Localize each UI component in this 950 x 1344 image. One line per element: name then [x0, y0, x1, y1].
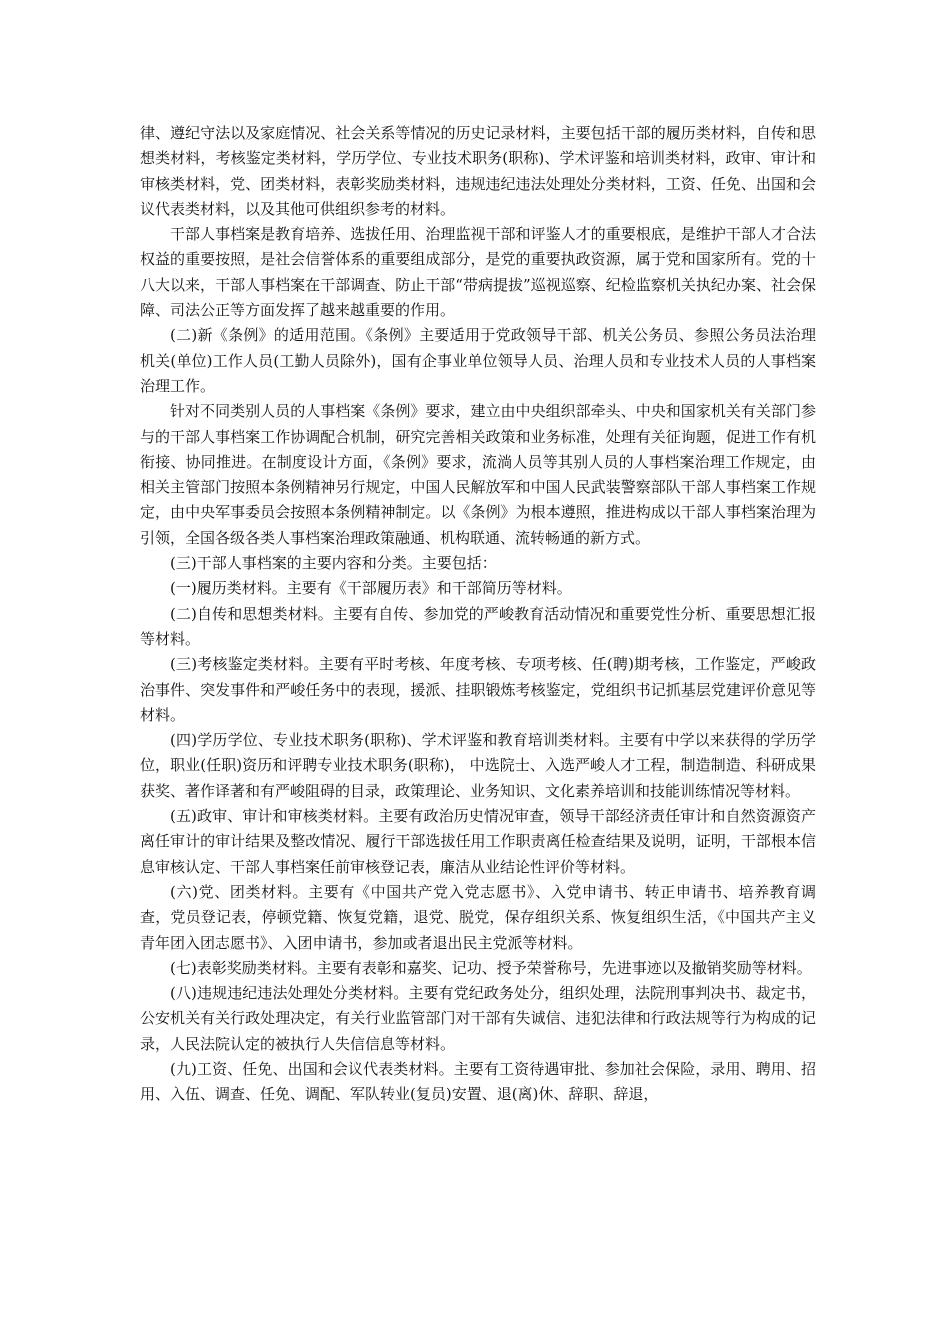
paragraph-item-6: (六)党、团类材料。主要有《中国共产党入党志愿书》、入党申请书、转正申请书、培养教育调查，党员登记表，停顿党籍、恢复党籍，退党、脱党，保存组织关系、恢复组织生活，《中国共产主义青年团入团志愿书》、入团申请书，参加或者退出民主党派等材料。 — [140, 882, 816, 952]
paragraph-item-7: (七)表彰奖励类材料。主要有表彰和嘉奖、记功、授予荣誉称号，先进事迹以及撤销奖励等材料。 — [170, 958, 812, 977]
paragraph-continued: 律、遵纪守法以及家庭情况、社会关系等情况的历史记录材料，主要包括干部的履历类材料，自传和思想类材料，考核鉴定类材料，学历学位、专业技术职务(职称)、学术评鉴和培训类材料，政审、审计和审核类材料，党、团类材料，表彰奖励类材料，违规违纪违法处理处分类材料，工资、任免、出国和会议代表类材料，以及其他可供组织参考的材料。 — [140, 124, 816, 218]
paragraph-item-2: (二)自传和思想类材料。主要有自传、参加党的严峻教育活动情况和重要党性分析、重要思想汇报等材料。 — [140, 604, 816, 648]
paragraph-item-5: (五)政审、审计和审核类材料。主要有政治历史情况审查，领导干部经济责任审计和自然资源资产离任审计的审计结果及整改情况、履行干部选拔任用工作职责离任检查结果及说明，证明，干部根本信息审核认定、干部人事档案任前审核登记表，廉洁从业结论性评价等材料。 — [140, 807, 816, 876]
paragraph-categories-requirements: 针对不同类别人员的人事档案《条例》要求，建立由中央组织部牵头、中央和国家机关有关部门参与的干部人事档案工作协调配合机制，研究完善相关政策和业务标准，处理有关征询题，促进工作有机衔接、协同推进。在制度设计方面，《条例》要求，流淌人员等其别人员的人事档案治理工作规定，由相关主管部门按照本条例精神另行规定，中国人民解放军和中国人民武装警察部队干部人事档案工作规定，由中央军事委员会按照本条例精神制定。以《条例》为根本遵照，推进构成以干部人事档案治理为引领，全国各级各类人事档案治理政策融通、机构联通、流转畅通的新方式。 — [140, 402, 816, 547]
document-page — [140, 121, 816, 1108]
paragraph-item-9: (九)工资、任免、出国和会议代表类材料。主要有工资待遇审批、参加社会保险，录用、聘用、招用、入伍、调查、任免、调配、军队转业(复员)安置、退(离)休、辞职、辞退， — [140, 1059, 816, 1104]
paragraph-main-contents: (三)干部人事档案的主要内容和分类。主要包括： — [170, 554, 497, 573]
paragraph-archive-importance: 干部人事档案是教育培养、选拔任用、治理监视干部和评鉴人才的重要根底，是维护干部人才合法权益的重要按照，是社会信誉体系的重要组成部分，是党的重要执政资源，属于党和国家所有。党的十八大以来，干部人事档案在干部调查、防止干部“带病提拔”巡视巡察、纪检监察机关执纪办案、社会保障、司法公正等方面发挥了越来越重要的作用。 — [140, 225, 816, 320]
paragraph-scope: (二)新《条例》的适用范围。《条例》主要适用于党政领导干部、机关公务员、参照公务员法治理机关(单位)工作人员(工勤人员除外)，国有企事业单位领导人员、治理人员和专业技术人员的人事档案治理工作。 — [140, 326, 816, 395]
paragraph-item-1: (一)履历类材料。主要有《干部履历表》和干部简历等材料。 — [170, 579, 572, 598]
paragraph-item-4: (四)学历学位、专业技术职务(职称)、学术评鉴和教育培训类材料。主要有中学以来获得的学历学位，职业(任职)资历和评聘专业技术职务(职称)， 中选院士、入选严峻人才工程，制造制造、科研成果获奖、著作译著和有严峻阻碍的目录，政策理论、业务知识、文化素养培训和技能训练情况等材料。 — [140, 731, 816, 800]
paragraph-item-3: (三)考核鉴定类材料。主要有平时考核、年度考核、专项考核、任(聘)期考核，工作鉴定，严峻政治事件、突发事件和严峻任务中的表现，援派、挂职锻炼考核鉴定，党组织书记抓基层党建评价意见等材料。 — [140, 655, 816, 724]
paragraph-item-8: (八)违规违纪违法处理处分类材料。主要有党纪政务处分，组织处理，法院刑事判决书、裁定书，公安机关有关行政处理决定，有关行业监管部门对干部有失诚信、违犯法律和行政法规等行为构成的记录，人民法院认定的被执行人失信信息等材料。 — [140, 984, 816, 1053]
